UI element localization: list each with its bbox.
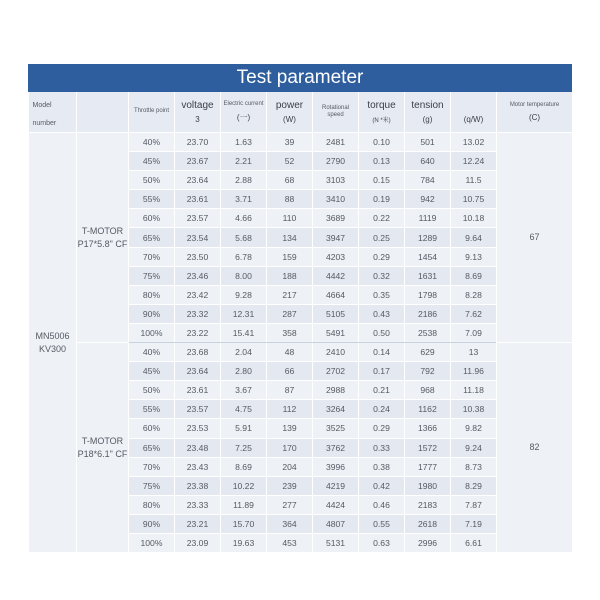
current-cell: 7.25: [221, 438, 267, 457]
power-cell: 112: [267, 400, 313, 419]
efficiency-cell: 10.38: [451, 400, 497, 419]
tension-cell: 1162: [405, 400, 451, 419]
speed-cell: 3525: [313, 419, 359, 438]
power-cell: 358: [267, 323, 313, 342]
throttle-cell: 55%: [129, 190, 175, 209]
current-cell: 10.22: [221, 476, 267, 495]
throttle-cell: 50%: [129, 381, 175, 400]
current-cell: 4.66: [221, 209, 267, 228]
header-temperature: Motor temperature (C): [497, 92, 573, 133]
current-cell: 8.69: [221, 457, 267, 476]
tension-cell: 501: [405, 133, 451, 152]
current-cell: 2.21: [221, 152, 267, 171]
torque-cell: 0.14: [359, 343, 405, 362]
torque-cell: 0.42: [359, 476, 405, 495]
header-efficiency: (q/W): [451, 92, 497, 133]
test-parameter-sheet: [28, 64, 572, 553]
header-voltage: voltage 3: [175, 92, 221, 133]
voltage-cell: 23.61: [175, 381, 221, 400]
voltage-cell: 23.61: [175, 190, 221, 209]
speed-cell: 4424: [313, 495, 359, 514]
torque-cell: 0.22: [359, 209, 405, 228]
efficiency-cell: 7.62: [451, 304, 497, 323]
speed-cell: 2988: [313, 381, 359, 400]
efficiency-cell: 11.5: [451, 171, 497, 190]
throttle-cell: 60%: [129, 209, 175, 228]
power-cell: 204: [267, 457, 313, 476]
power-cell: 134: [267, 228, 313, 247]
tension-cell: 2186: [405, 304, 451, 323]
efficiency-cell: 10.75: [451, 190, 497, 209]
tension-cell: 968: [405, 381, 451, 400]
voltage-cell: 23.64: [175, 362, 221, 381]
voltage-cell: 23.57: [175, 209, 221, 228]
power-cell: 364: [267, 514, 313, 533]
motor-temperature-cell: 67: [497, 133, 573, 343]
speed-cell: 4442: [313, 266, 359, 285]
power-cell: 48: [267, 343, 313, 362]
header-speed: Rotational speed: [313, 92, 359, 133]
efficiency-cell: 8.73: [451, 457, 497, 476]
tension-cell: 2538: [405, 323, 451, 342]
speed-cell: 4807: [313, 514, 359, 533]
speed-cell: 3947: [313, 228, 359, 247]
throttle-cell: 80%: [129, 285, 175, 304]
current-cell: 5.68: [221, 228, 267, 247]
torque-cell: 0.17: [359, 362, 405, 381]
header-row: [29, 92, 573, 133]
torque-cell: 0.38: [359, 457, 405, 476]
efficiency-cell: 9.13: [451, 247, 497, 266]
tension-cell: 1454: [405, 247, 451, 266]
speed-cell: 4219: [313, 476, 359, 495]
torque-cell: 0.32: [359, 266, 405, 285]
efficiency-cell: 9.24: [451, 438, 497, 457]
torque-cell: 0.46: [359, 495, 405, 514]
header-throttle: Throttle point: [129, 92, 175, 133]
tension-cell: 1980: [405, 476, 451, 495]
torque-cell: 0.15: [359, 171, 405, 190]
speed-cell: 2410: [313, 343, 359, 362]
voltage-cell: 23.70: [175, 133, 221, 152]
throttle-cell: 75%: [129, 266, 175, 285]
power-cell: 188: [267, 266, 313, 285]
throttle-cell: 65%: [129, 438, 175, 457]
header-prop: [77, 92, 129, 133]
current-cell: 15.41: [221, 323, 267, 342]
efficiency-cell: 13.02: [451, 133, 497, 152]
throttle-cell: 50%: [129, 171, 175, 190]
throttle-cell: 45%: [129, 362, 175, 381]
current-cell: 6.78: [221, 247, 267, 266]
tension-cell: 2618: [405, 514, 451, 533]
tension-cell: 1289: [405, 228, 451, 247]
efficiency-cell: 11.96: [451, 362, 497, 381]
model-number-cell: MN5006 KV300: [29, 133, 77, 553]
power-cell: 68: [267, 171, 313, 190]
speed-cell: 2790: [313, 152, 359, 171]
current-cell: 8.00: [221, 266, 267, 285]
power-cell: 277: [267, 495, 313, 514]
torque-cell: 0.29: [359, 247, 405, 266]
efficiency-cell: 11.18: [451, 381, 497, 400]
throttle-cell: 40%: [129, 133, 175, 152]
torque-cell: 0.21: [359, 381, 405, 400]
speed-cell: 2702: [313, 362, 359, 381]
throttle-cell: 70%: [129, 457, 175, 476]
speed-cell: 5131: [313, 533, 359, 552]
power-cell: 52: [267, 152, 313, 171]
efficiency-cell: 10.18: [451, 209, 497, 228]
efficiency-cell: 9.64: [451, 228, 497, 247]
power-cell: 39: [267, 133, 313, 152]
power-cell: 87: [267, 381, 313, 400]
speed-cell: 3762: [313, 438, 359, 457]
voltage-cell: 23.42: [175, 285, 221, 304]
tension-cell: 942: [405, 190, 451, 209]
current-cell: 1.63: [221, 133, 267, 152]
voltage-cell: 23.38: [175, 476, 221, 495]
tension-cell: 1631: [405, 266, 451, 285]
torque-cell: 0.25: [359, 228, 405, 247]
voltage-cell: 23.50: [175, 247, 221, 266]
throttle-cell: 90%: [129, 514, 175, 533]
current-cell: 2.04: [221, 343, 267, 362]
power-cell: 287: [267, 304, 313, 323]
torque-cell: 0.63: [359, 533, 405, 552]
efficiency-cell: 6.61: [451, 533, 497, 552]
efficiency-cell: 7.19: [451, 514, 497, 533]
voltage-cell: 23.68: [175, 343, 221, 362]
speed-cell: 5105: [313, 304, 359, 323]
throttle-cell: 70%: [129, 247, 175, 266]
speed-cell: 3410: [313, 190, 359, 209]
test-parameter-table: [28, 92, 573, 553]
motor-temperature-cell: 82: [497, 343, 573, 553]
table-title: Test parameter: [28, 64, 572, 92]
table-row: [29, 133, 573, 152]
speed-cell: 3264: [313, 400, 359, 419]
header-power: power (W): [267, 92, 313, 133]
current-cell: 4.75: [221, 400, 267, 419]
power-cell: 239: [267, 476, 313, 495]
tension-cell: 1798: [405, 285, 451, 304]
efficiency-cell: 7.09: [451, 323, 497, 342]
throttle-cell: 80%: [129, 495, 175, 514]
power-cell: 110: [267, 209, 313, 228]
tension-cell: 1777: [405, 457, 451, 476]
voltage-cell: 23.32: [175, 304, 221, 323]
efficiency-cell: 8.29: [451, 476, 497, 495]
throttle-cell: 75%: [129, 476, 175, 495]
current-cell: 12.31: [221, 304, 267, 323]
header-current: Electric current (一): [221, 92, 267, 133]
speed-cell: 5491: [313, 323, 359, 342]
efficiency-cell: 13: [451, 343, 497, 362]
speed-cell: 4664: [313, 285, 359, 304]
power-cell: 217: [267, 285, 313, 304]
propeller-cell: T-MOTOR P18*6.1" CF: [77, 343, 129, 553]
current-cell: 15.70: [221, 514, 267, 533]
speed-cell: 4203: [313, 247, 359, 266]
table-row: [29, 343, 573, 362]
current-cell: 2.88: [221, 171, 267, 190]
torque-cell: 0.35: [359, 285, 405, 304]
table-body: [29, 133, 573, 553]
throttle-cell: 60%: [129, 419, 175, 438]
efficiency-cell: 9.82: [451, 419, 497, 438]
header-torque: torque (N *米): [359, 92, 405, 133]
current-cell: 3.71: [221, 190, 267, 209]
current-cell: 9.28: [221, 285, 267, 304]
voltage-cell: 23.67: [175, 152, 221, 171]
voltage-cell: 23.33: [175, 495, 221, 514]
tension-cell: 1119: [405, 209, 451, 228]
voltage-cell: 23.09: [175, 533, 221, 552]
header-model: Model number: [29, 92, 77, 133]
throttle-cell: 55%: [129, 400, 175, 419]
tension-cell: 784: [405, 171, 451, 190]
header-tension: tension (g): [405, 92, 451, 133]
torque-cell: 0.19: [359, 190, 405, 209]
tension-cell: 2996: [405, 533, 451, 552]
speed-cell: 3103: [313, 171, 359, 190]
torque-cell: 0.55: [359, 514, 405, 533]
tension-cell: 1366: [405, 419, 451, 438]
speed-cell: 3689: [313, 209, 359, 228]
power-cell: 159: [267, 247, 313, 266]
power-cell: 170: [267, 438, 313, 457]
efficiency-cell: 12.24: [451, 152, 497, 171]
voltage-cell: 23.48: [175, 438, 221, 457]
current-cell: 11.89: [221, 495, 267, 514]
voltage-cell: 23.54: [175, 228, 221, 247]
torque-cell: 0.50: [359, 323, 405, 342]
current-cell: 2.80: [221, 362, 267, 381]
throttle-cell: 45%: [129, 152, 175, 171]
power-cell: 139: [267, 419, 313, 438]
torque-cell: 0.13: [359, 152, 405, 171]
power-cell: 66: [267, 362, 313, 381]
throttle-cell: 100%: [129, 323, 175, 342]
torque-cell: 0.29: [359, 419, 405, 438]
throttle-cell: 65%: [129, 228, 175, 247]
power-cell: 453: [267, 533, 313, 552]
voltage-cell: 23.43: [175, 457, 221, 476]
torque-cell: 0.10: [359, 133, 405, 152]
speed-cell: 3996: [313, 457, 359, 476]
torque-cell: 0.24: [359, 400, 405, 419]
voltage-cell: 23.53: [175, 419, 221, 438]
torque-cell: 0.43: [359, 304, 405, 323]
tension-cell: 640: [405, 152, 451, 171]
current-cell: 5.91: [221, 419, 267, 438]
efficiency-cell: 7.87: [451, 495, 497, 514]
torque-cell: 0.33: [359, 438, 405, 457]
voltage-cell: 23.21: [175, 514, 221, 533]
voltage-cell: 23.22: [175, 323, 221, 342]
throttle-cell: 40%: [129, 343, 175, 362]
speed-cell: 2481: [313, 133, 359, 152]
power-cell: 88: [267, 190, 313, 209]
voltage-cell: 23.57: [175, 400, 221, 419]
current-cell: 3.67: [221, 381, 267, 400]
tension-cell: 2183: [405, 495, 451, 514]
throttle-cell: 100%: [129, 533, 175, 552]
propeller-cell: T-MOTOR P17*5.8" CF: [77, 133, 129, 343]
voltage-cell: 23.46: [175, 266, 221, 285]
voltage-cell: 23.64: [175, 171, 221, 190]
current-cell: 19.63: [221, 533, 267, 552]
throttle-cell: 90%: [129, 304, 175, 323]
efficiency-cell: 8.28: [451, 285, 497, 304]
efficiency-cell: 8.69: [451, 266, 497, 285]
tension-cell: 629: [405, 343, 451, 362]
tension-cell: 792: [405, 362, 451, 381]
tension-cell: 1572: [405, 438, 451, 457]
